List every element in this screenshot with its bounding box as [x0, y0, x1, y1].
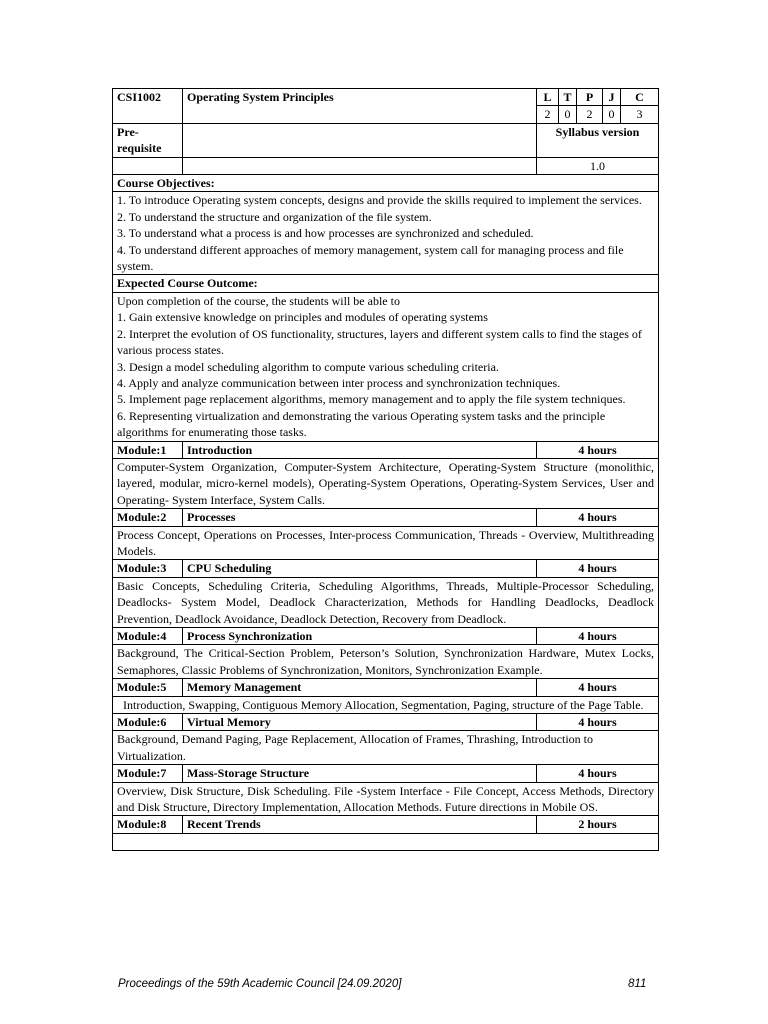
course-code: CSI1002 [113, 89, 183, 124]
ltpjc-value-p: 2 [577, 106, 603, 123]
prereq-label: Pre-requisite [113, 123, 183, 157]
outcome-item: 1. Gain extensive knowledge on principles and modules of operating systems [117, 310, 488, 325]
outcome-item: 6. Representing virtualization and demonstrating the various Operating system tasks and the principle algorithms for enumerating those tasks. [117, 408, 606, 440]
objective-item: 3. To understand what a process is and how processes are synchronized and scheduled. [117, 226, 534, 241]
module-label: Module:4 [113, 628, 183, 645]
outcome-item: 5. Implement page replacement algorithms, memory management and to apply the file system techniques. [117, 392, 626, 407]
objective-item: 4. To understand different approaches of memory management, system call for managing process and file system. [117, 242, 624, 274]
module-hours: 4 hours [537, 441, 659, 458]
prereq-blank-wide [183, 157, 537, 174]
objectives-list [113, 192, 659, 275]
ltpjc-header-t: T [559, 89, 577, 106]
ltpjc-value-l: 2 [537, 106, 559, 123]
module-label: Module:3 [113, 560, 183, 577]
outcomes-intro: Upon completion of the course, the students will be able to [117, 293, 400, 308]
module-label: Module:1 [113, 441, 183, 458]
ltpjc-header-p: P [577, 89, 603, 106]
module-title: Introduction [183, 441, 537, 458]
ltpjc-header-c: C [621, 89, 659, 106]
syllabus-table [112, 88, 659, 851]
module-hours: 4 hours [537, 765, 659, 782]
module-content: Basic Concepts, Scheduling Criteria, Scheduling Algorithms, Threads, Multiple-Processor Scheduling, Deadlocks- System Model, Deadlock Characterization, Methods for Handling Deadlocks, Deadlock Prevention, Deadlock Avoidance, Deadlock Detection, Recovery from Deadlock. [113, 577, 659, 627]
module-label: Module:5 [113, 679, 183, 696]
module-hours: 2 hours [537, 816, 659, 833]
ltpjc-value-t: 0 [559, 106, 577, 123]
module-title: Virtual Memory [183, 714, 537, 731]
module-content: Background, Demand Paging, Page Replacement, Allocation of Frames, Thrashing, Introduction to Virtualization. [113, 731, 659, 765]
module-content [113, 833, 659, 850]
syllabus-version-label: Syllabus version [537, 123, 659, 157]
module-content: Process Concept, Operations on Processes, Inter-process Communication, Threads - Overview, Multithreading Models. [113, 526, 659, 560]
objectives-heading: Course Objectives: [113, 175, 659, 192]
module-label: Module:8 [113, 816, 183, 833]
module-label: Module:2 [113, 509, 183, 526]
outcomes-list [113, 292, 659, 441]
objective-item: 1. To introduce Operating system concepts, designs and provide the skills required to implement the services. [117, 193, 642, 208]
module-content: Introduction, Swapping, Contiguous Memory Allocation, Segmentation, Paging, structure of the Page Table. [113, 696, 659, 713]
module-title: Mass-Storage Structure [183, 765, 537, 782]
module-hours: 4 hours [537, 714, 659, 731]
footer-proceedings: Proceedings of the 59th Academic Council [24.09.2020] [118, 978, 402, 990]
module-content: Background, The Critical-Section Problem, Peterson’s Solution, Synchronization Hardware, Mutex Locks, Semaphores, Classic Problems of Synchronization, Monitors, Synchronization Example. [113, 645, 659, 679]
module-label: Module:6 [113, 714, 183, 731]
ltpjc-header-l: L [537, 89, 559, 106]
ltpjc-value-c: 3 [621, 106, 659, 123]
module-hours: 4 hours [537, 628, 659, 645]
course-title: Operating System Principles [183, 89, 537, 124]
module-title: CPU Scheduling [183, 560, 537, 577]
outcome-item: 2. Interpret the evolution of OS functionality, structures, layers and different system calls to find the stages of various process states. [117, 326, 642, 358]
footer-page-number: 811 [628, 978, 647, 990]
module-content: Overview, Disk Structure, Disk Scheduling. File -System Interface - File Concept, Access Methods, Directory and Disk Structure, Directory Implementation, Allocation Methods. Future directions in Mobile OS. [113, 782, 659, 816]
module-label: Module:7 [113, 765, 183, 782]
prereq-blank [113, 157, 183, 174]
module-hours: 4 hours [537, 560, 659, 577]
module-content: Computer-System Organization, Computer-System Architecture, Operating-System Structure (monolithic, layered, modular, micro-kernel models), Operating-System Operations, Operating-System Services, User and Operating- System Interface, System Calls. [113, 458, 659, 508]
module-hours: 4 hours [537, 679, 659, 696]
syllabus-version-value: 1.0 [537, 157, 659, 174]
module-title: Recent Trends [183, 816, 537, 833]
ltpjc-header-j: J [603, 89, 621, 106]
outcome-item: 3. Design a model scheduling algorithm to compute various scheduling criteria. [117, 359, 499, 374]
module-title: Process Synchronization [183, 628, 537, 645]
outcomes-heading: Expected Course Outcome: [113, 275, 659, 292]
ltpjc-value-j: 0 [603, 106, 621, 123]
module-title: Memory Management [183, 679, 537, 696]
module-hours: 4 hours [537, 509, 659, 526]
objective-item: 2. To understand the structure and organization of the file system. [117, 209, 432, 224]
module-title: Processes [183, 509, 537, 526]
outcome-item: 4. Apply and analyze communication between inter process and synchronization techniques. [117, 375, 561, 390]
prereq-value [183, 123, 537, 157]
